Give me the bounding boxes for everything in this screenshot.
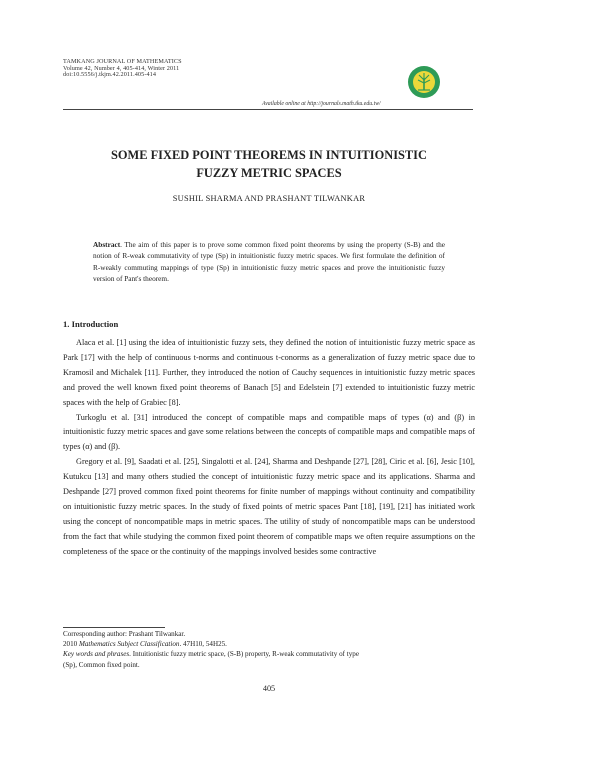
paragraph-3: Gregory et al. [9], Saadati et al. [25], Singalotti et al. [24], Sharma and Deshpande [27], [28], Ciric et al. [6], Jesic [10], Kutukcu [13] and many others studied the concept of intuitionistic fuzzy metric space and its applications. Sharma and Deshpande [27] proved common fixed point theorems for finite number of mappings without continuity and compatibility on intuitionistic fuzzy metric spaces. In the study of fixed points of metric spaces Pant [18], [19], [21] has initiated work using the concept of noncompatible maps in metric spaces. The utility of study of noncompatible maps can be understood from the fact that while studying the common fixed point theorem of compatible maps we often require assumptions on the completeness of the space or the continuity of the mappings involved besides some contractive xyxy=(63,457,475,556)
paper-title xyxy=(63,146,475,182)
msc-line xyxy=(63,639,475,649)
footnote-rule xyxy=(63,627,165,628)
body-text xyxy=(63,336,475,560)
journal-header xyxy=(63,59,182,79)
paragraph-2: Turkoglu et al. [31] introduced the concept of compatible maps and compatible maps of types (α) and (β) in intuitionistic fuzzy metric spaces and gave some relations between the concepts of compatible maps and compatible maps of types (α) and (β). xyxy=(63,412,475,452)
abstract-text: . The aim of this paper is to prove some common fixed point theorems by using the property (S-B) and the notion of R-weak commutativity of type (Sp) in intuitionistic fuzzy metric spaces. We first formulate the definition of R-weakly commuting mappings of type (Sp) in intuitionistic fuzzy metric spaces and prove the intuitionistic fuzzy version of Pant's theorem. xyxy=(93,240,445,284)
page-number: 405 xyxy=(262,684,276,693)
header-rule xyxy=(63,109,473,110)
volume-info: Volume 42, Number 4, 405-414, Winter 2011 xyxy=(63,64,180,72)
footnotes xyxy=(63,629,475,670)
msc-label: Mathematics Subject Classification xyxy=(78,640,180,649)
title-line-1: SOME FIXED POINT THEOREMS IN INTUITIONISTIC xyxy=(111,148,427,162)
abstract xyxy=(93,239,445,285)
journal-logo-icon xyxy=(407,65,441,99)
journal-name: TAMKANG JOURNAL OF MATHEMATICS xyxy=(63,58,182,65)
keywords-line-2: (Sp), Common fixed point. xyxy=(63,660,140,669)
msc-codes: . 47H10, 54H25. xyxy=(179,640,227,649)
available-online[interactable]: Available online at http://journals.math.tku.edu.tw/ xyxy=(262,101,381,107)
keywords-line-1 xyxy=(63,649,475,659)
paragraph-1: Alaca et al. [1] using the idea of intuitionistic fuzzy sets, they defined the notion of intuitionistic fuzzy metric space as Park [17] with the help of continuous t-norms and continuous t-conorms as a generalization of fuzzy metric space due to Kramosil and Michalek [11]. Further, they introduced the notion of Cauchy sequences in intuitionistic fuzzy metric spaces and proved the well known fixed point theorems of Banach [5] and Edelstein [7] extended to intuitionistic fuzzy metric spaces with the help of Grabiec [8]. xyxy=(63,338,475,407)
keywords-label: Key words and phrases xyxy=(63,650,130,659)
section-heading: 1. Introduction xyxy=(63,319,119,329)
abstract-label: Abstract xyxy=(93,240,121,249)
keywords-text-1: . Intuitionistic fuzzy metric space, (S-B) property, R-weak commutativity of type xyxy=(129,650,359,659)
doi[interactable]: doi:10.5556/j.tkjm.42.2011.405-414 xyxy=(63,71,157,79)
msc-prefix: 2010 xyxy=(63,640,79,649)
title-line-2: FUZZY METRIC SPACES xyxy=(196,166,342,180)
corresponding-author: Corresponding author: Prashant Tilwankar. xyxy=(63,630,186,638)
paper-authors: SUSHIL SHARMA AND PRASHANT TILWANKAR xyxy=(172,194,366,203)
